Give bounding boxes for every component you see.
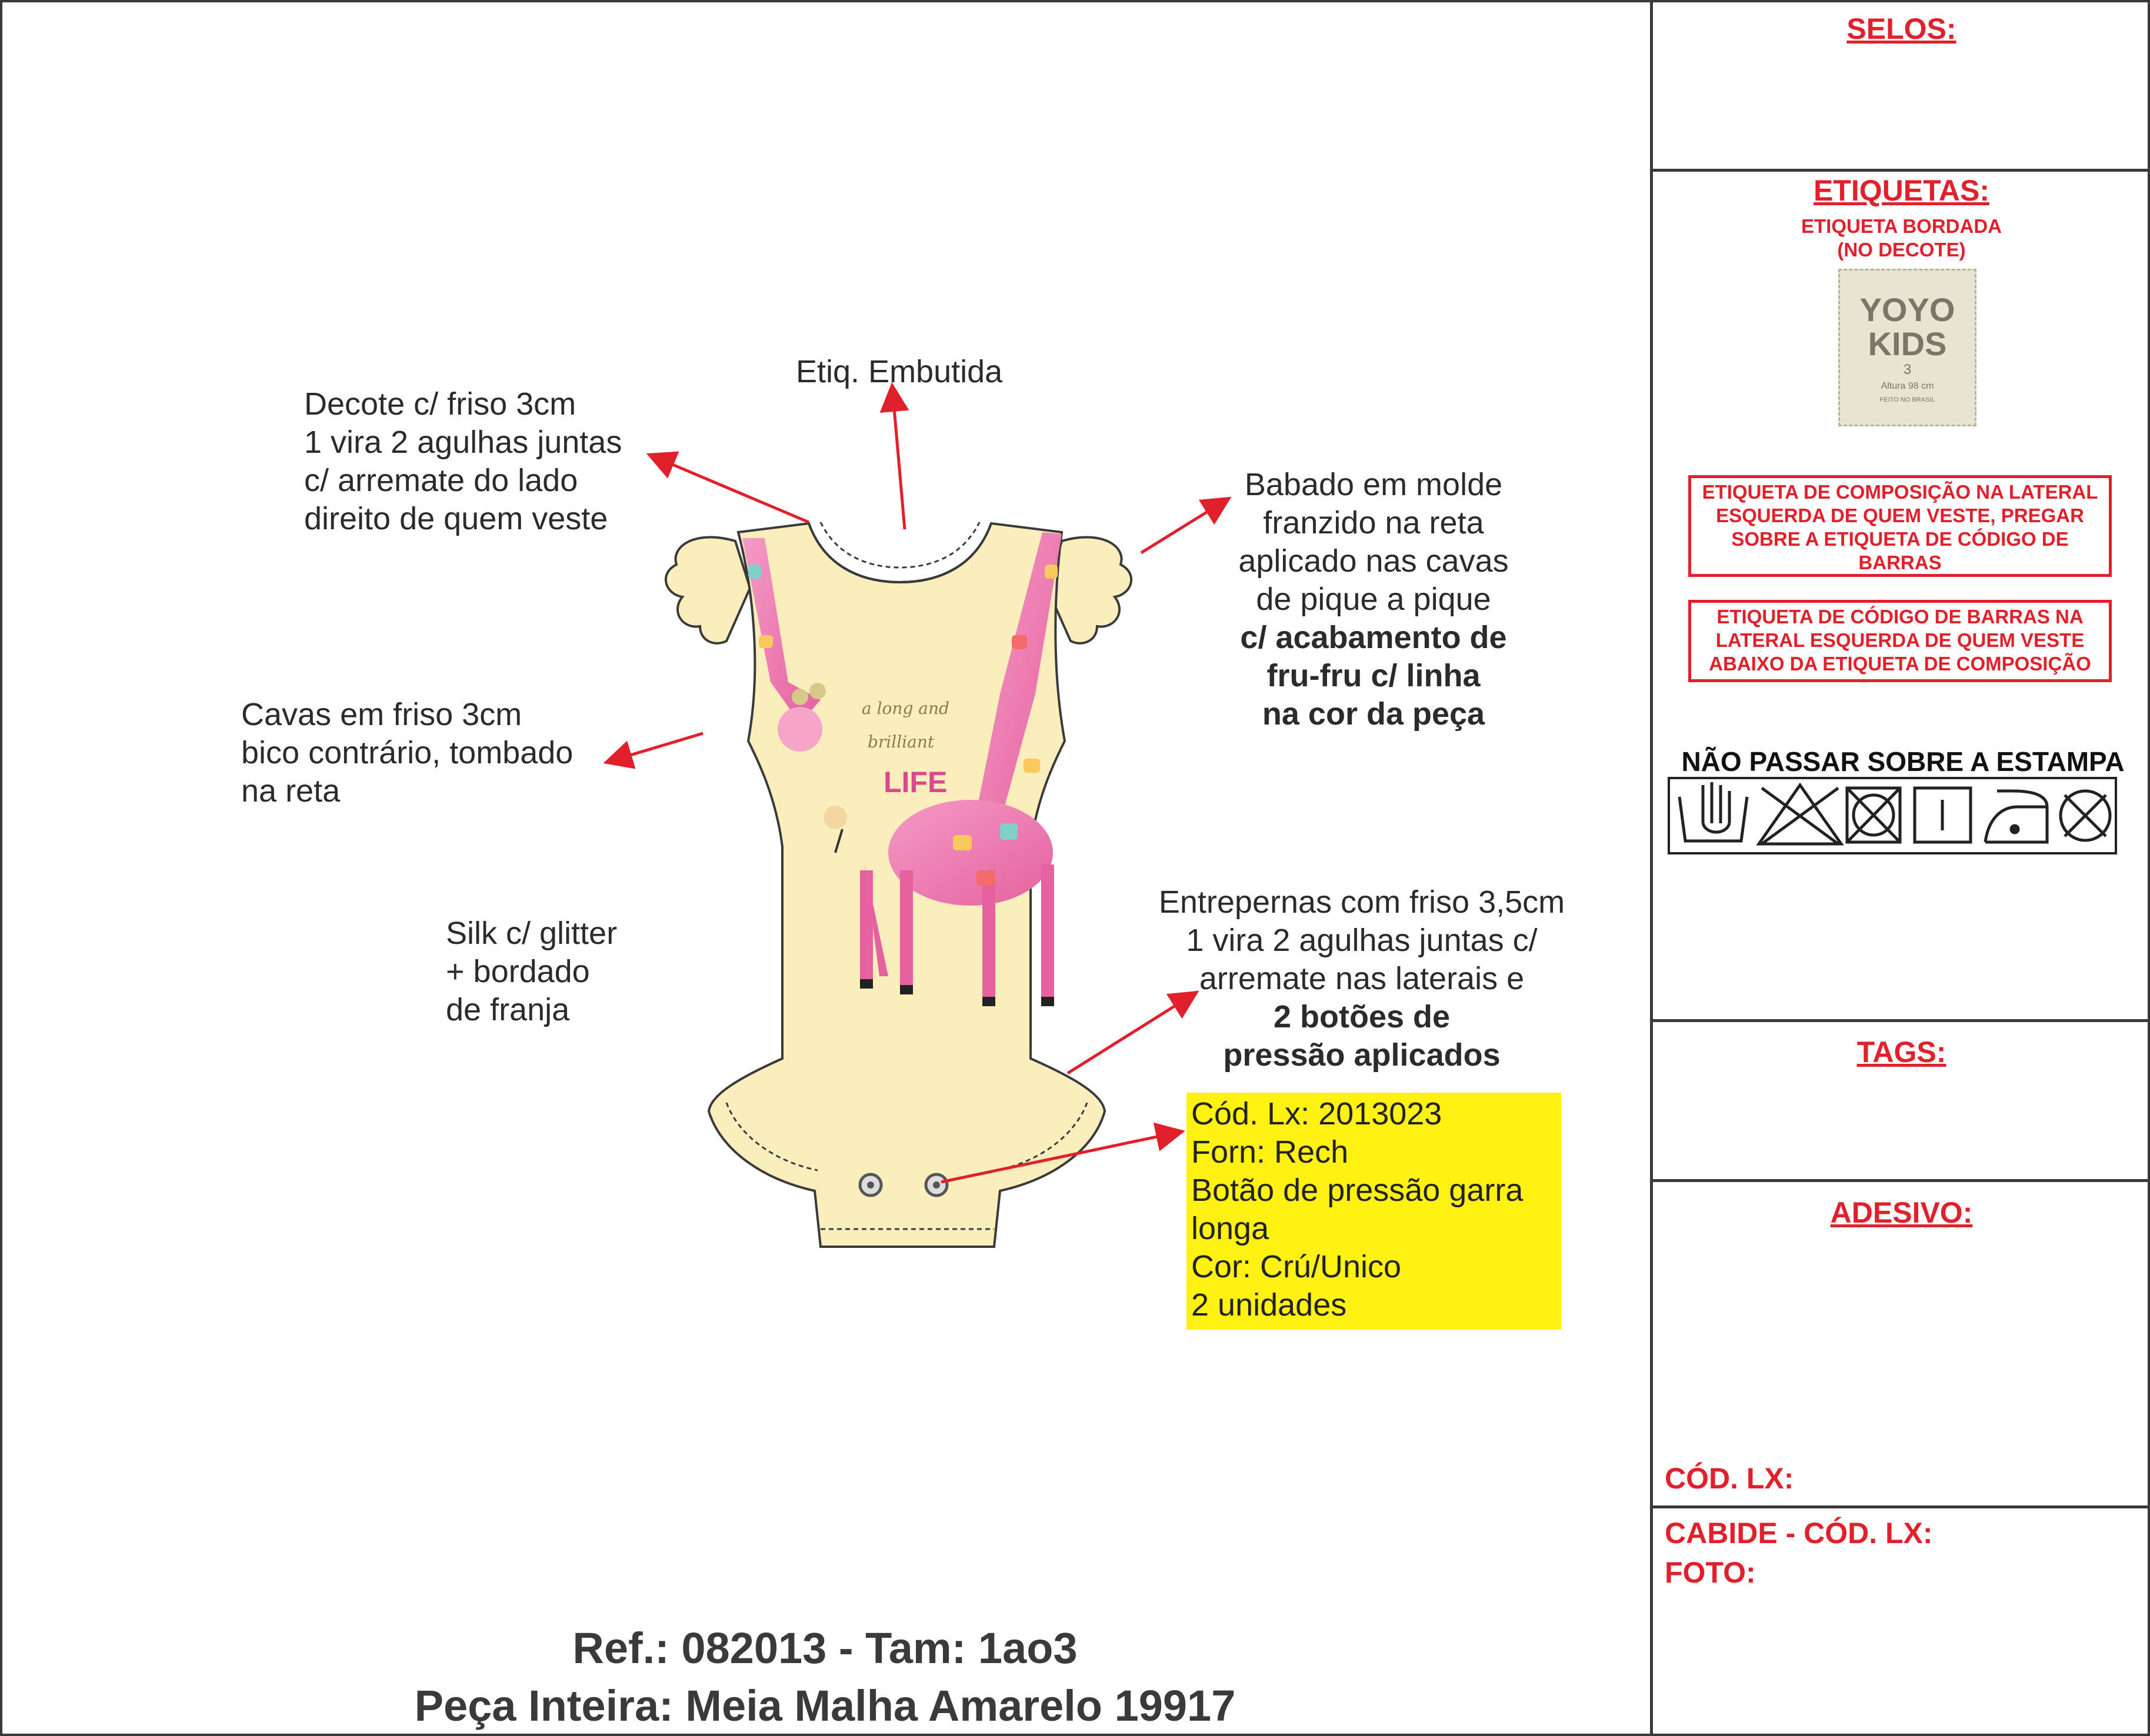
etiquetas-heading: ETIQUETAS: [1813, 174, 1990, 207]
note-etiq-embutida: Etiq. Embutida [796, 354, 1003, 389]
note-babado: Babado em molde franzido na reta aplicado nas cavas de pique a pique c/ acabamento de fru-fru c/ linha na cor da peça [1238, 467, 1509, 732]
print-line-1: a long and [862, 699, 949, 718]
selos-heading: SELOS: [1846, 12, 1956, 45]
yoyo-kids-label-card: YOYO KIDS 3 Altura 98 cm FEITO NO BRASIL [1838, 269, 1976, 426]
foto-label: FOTO: [1665, 1556, 1756, 1589]
footer-ref: Ref.: 082013 - Tam: 1ao3 [572, 1624, 1078, 1672]
tags-heading: TAGS: [1856, 1036, 1946, 1069]
note-silk: Silk c/ glitter + bordado de franja [446, 916, 618, 1027]
footer-peca: Peça Inteira: Meia Malha Amarelo 19917 [414, 1681, 1236, 1730]
no-tumble-dry-icon [1847, 788, 1900, 842]
note-decote: Decote c/ friso 3cm 1 vira 2 agulhas juntas c/ arremate do lado direito de quem veste [304, 386, 622, 536]
etiqueta-bordada-note: ETIQUETA BORDADA (NO DECOTE) [1801, 215, 2002, 261]
composicao-box: ETIQUETA DE COMPOSIÇÃO NA LATERAL ESQUERDA DE QUEM VESTE, PREGAR SOBRE A ETIQUETA DE CÓDIGO DE BARRAS [1688, 475, 2112, 577]
print-life-word: LIFE [884, 766, 948, 799]
nao-passar-note: NÃO PASSAR SOBRE A ESTAMPA [1681, 746, 2125, 777]
codigo-barras-box: ETIQUETA DE CÓDIGO DE BARRAS NA LATERAL ESQUERDA DE QUEM VESTE ABAIXO DA ETIQUETA DE COMPOSIÇÃO [1688, 600, 2112, 682]
print-line-2: brilliant [868, 732, 935, 752]
cod-lx-label: CÓD. LX: [1665, 1462, 1794, 1495]
button-spec-box: Cód. Lx: 2013023 Forn: Rech Botão de pressão garra longa Cor: Crú/Unico 2 unidades [1186, 1093, 1561, 1330]
note-cavas: Cavas em friso 3cm bico contrário, tombado na reta [241, 697, 574, 809]
adesivo-heading: ADESIVO: [1830, 1196, 1973, 1229]
cabide-label: CABIDE - CÓD. LX: [1665, 1517, 1933, 1550]
note-entrepernas: Entrepernas com friso 3,5cm 1 vira 2 agulhas juntas c/ arremate nas laterais e 2 botões de pressão aplicados [1158, 884, 1565, 1073]
